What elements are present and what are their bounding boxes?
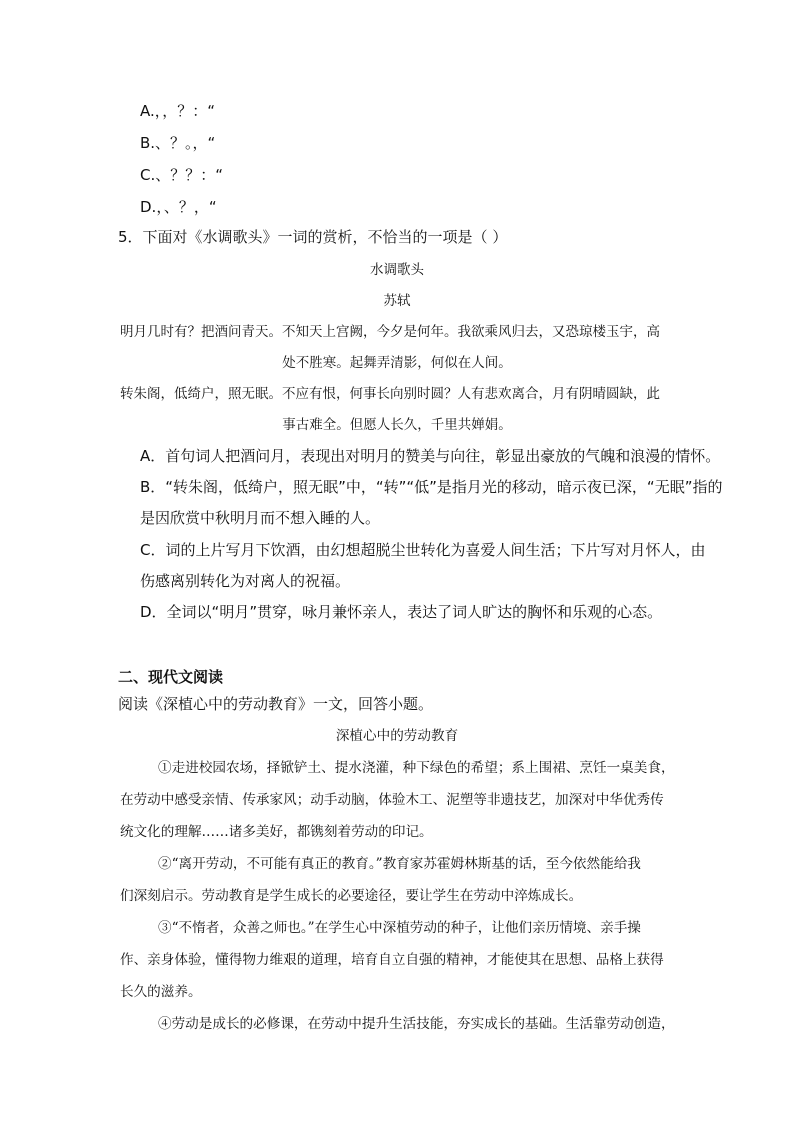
poem-title: 水调歌头 — [370, 262, 424, 278]
q5-option-a: A．首句词人把酒问月，表现出对明月的赞美与向往，彰显出豪放的气魄和浪漫的情怀。 — [140, 447, 721, 465]
poem-line: 明月几时有？把酒问青天。不知天上宫阙，今夕是何年。我欲乘风归去，又恐琼楼玉宇，高 — [120, 324, 660, 340]
q4-option-d: D.，、？，“ — [140, 198, 217, 216]
poem-line: 处不胜寒。起舞弄清影，何似在人间。 — [282, 355, 512, 371]
q5-option-c: C．词的上片写月下饮酒，由幻想超脱尘世转化为喜爱人间生活；下片写对月怀人，由 — [140, 541, 706, 559]
q4-option-c: C.、？？：“ — [140, 166, 224, 184]
q5-stem: 5．下面对《水调歌头》一词的赏析，不恰当的一项是（ ） — [118, 228, 508, 246]
essay-line: 作、亲身体验，懂得物力维艰的道理，培育自立自强的精神，才能使其在思想、品格上获得 — [120, 952, 664, 968]
essay-title: 深植心中的劳动教育 — [335, 728, 459, 744]
q4-option-b: B.、？。，“ — [140, 134, 216, 152]
q4-option-a: A.，，？：“ — [140, 102, 216, 120]
poem-line: 事古难全。但愿人长久，千里共婵娟。 — [282, 417, 512, 433]
essay-line: ④劳动是成长的必修课，在劳动中提升生活技能，夯实成长的基础。生活靠劳动创造， — [158, 1016, 675, 1032]
q5-option-c-cont: 伤感离别转化为对离人的祝福。 — [140, 572, 351, 590]
q5-option-b: B．“转朱阁，低绮户，照无眠”中，“转”“低”是指月光的移动，暗示夜已深，“无眠”指的 — [140, 478, 723, 496]
section-instruction: 阅读《深植心中的劳动教育》一文，回答小题。 — [118, 695, 434, 713]
essay-line: 统文化的理解……诸多美好，都镌刻着劳动的印记。 — [120, 824, 433, 840]
q5-option-b-cont: 是因欣赏中秋明月而不想入睡的人。 — [140, 509, 381, 527]
essay-line: 长久的滋养。 — [120, 984, 202, 1000]
q5-option-d: D．全词以“明月”贯穿，咏月兼怀亲人，表达了词人旷达的胸怀和乐观的心态。 — [140, 603, 663, 621]
poem-line: 转朱阁，低绮户，照无眠。不应有恨，何事长向别时圆？人有悲欢离合，月有阴晴圆缺，此 — [120, 386, 660, 402]
poem-author: 苏轼 — [383, 293, 411, 309]
essay-line: ①走进校园农场，择锨铲土、提水浇灌，种下绿色的希望；系上围裙、烹饪一桌美食， — [158, 760, 675, 776]
section-heading: 二、现代文阅读 — [118, 668, 224, 686]
essay-line: 们深刻启示。劳动教育是学生成长的必要途径，要让学生在劳动中淬炼成长。 — [120, 888, 583, 904]
essay-line: ③“不惰者，众善之师也。”在学生心中深植劳动的种子，让他们亲历情境、亲手操 — [158, 920, 641, 936]
essay-line: ②“离开劳动，不可能有真正的教育。”教育家苏霍姆林斯基的话，至今依然能给我 — [158, 856, 641, 872]
essay-line: 在劳动中感受亲情、传承家风；动手动脑，体验木工、泥塑等非遗技艺，加深对中华优秀传 — [120, 792, 664, 808]
